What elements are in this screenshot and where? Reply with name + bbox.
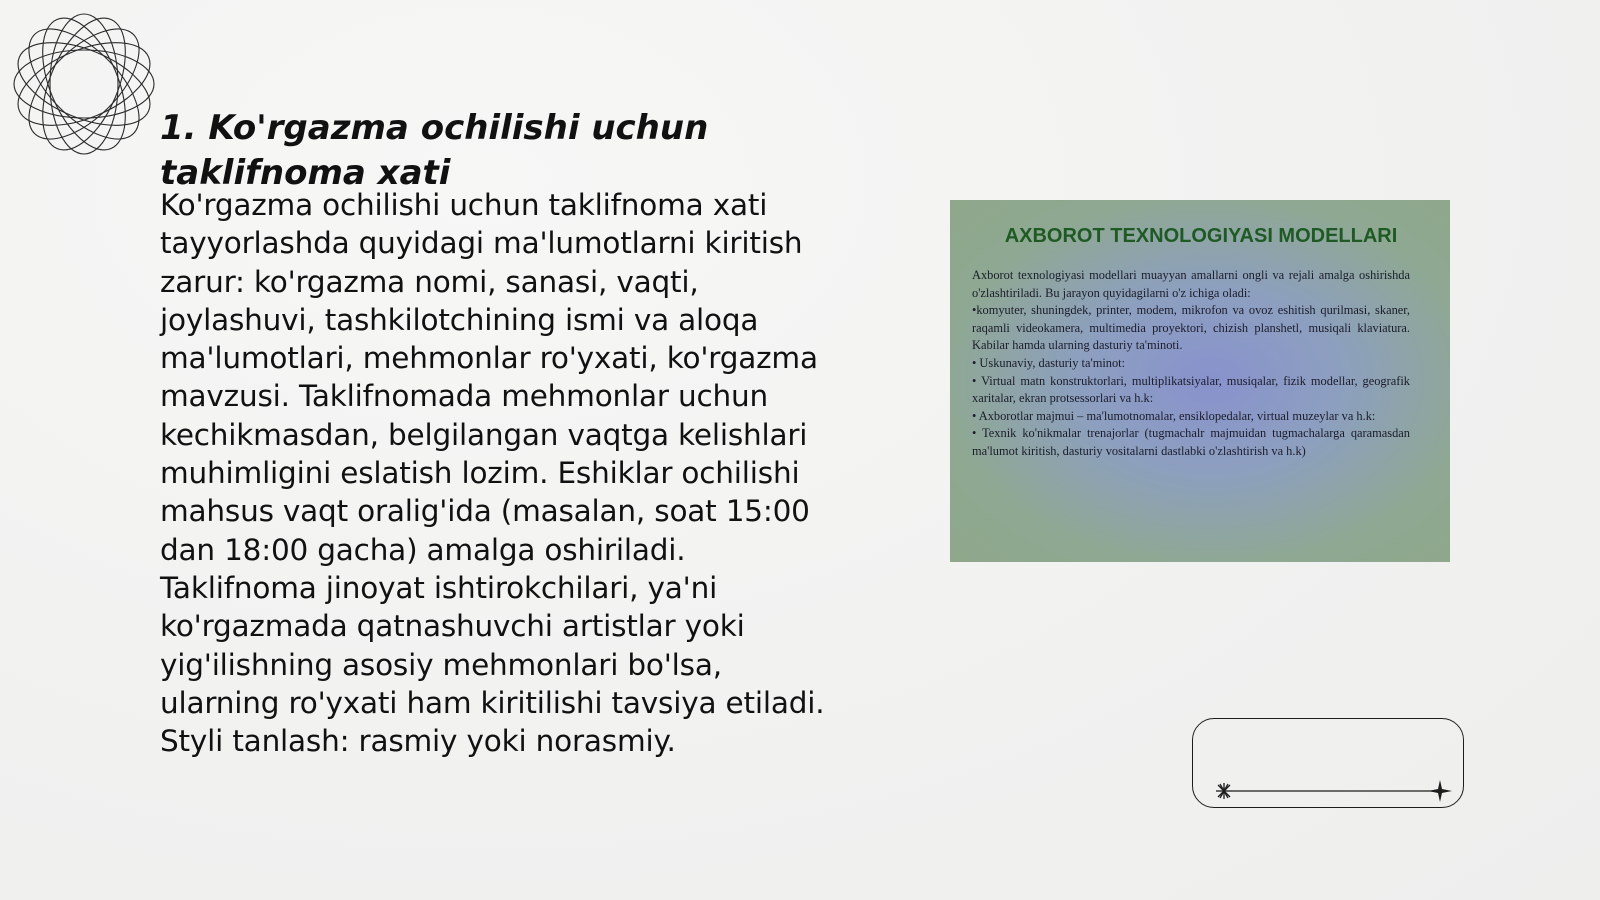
slide-body-text: Ko'rgazma ochilishi uchun taklifnoma xati tayyorlashda quyidagi ma'lumotlarni kiritish zarur: ko'rgazma nomi, sanasi, vaqti, joylashuvi, tashkilotchining ismi va aloqa ma'lumotlari, mehmonlar ro'yxati, ko'rgazma mavzusi. Taklifnomada mehmonlar uchun kechikmasdan, belgilangan vaqtga kelishlari muhimligini eslatish lozim. Eshiklar ochilishi mahsus vaqt oralig'ida (masalan, soat 15:00 dan 18:00 gacha) amalga oshiriladi. Taklifnoma jinoyat ishtirokchilari, ya'ni ko'rgazmada qatnashuvchi artistlar yoki yig'ilishning asosiy mehmonlari bo'lsa, ularning ro'yxati ham kiritilishi tavsiya etiladi. Styli tanlash: rasmiy yoki norasmiy. (160, 188, 825, 759)
sparkle-icon (1428, 780, 1452, 802)
circle-rosette-icon (10, 10, 158, 158)
image-paragraph: •komyuter, shuningdek, printer, modem, mikrofon va ovoz eshitish qurilmasi, skaner, raqamli videokamera, multimedia proyektori, chizish planshetl, musiqali klaviatura. Kabilar hamda ularning dasturiy ta'minoti. (972, 303, 1410, 353)
slide-title: 1. Ko'rgazma ochilishi uchun taklifnoma xati (160, 108, 709, 193)
image-paragraph: • Virtual matn konstruktorlari, multiplikatsiyalar, musiqalar, fizik modellar, geografik xaritalar, ekran protsessorlari va h.k: (972, 373, 1410, 406)
image-paragraph: • Texnik ko'nikmalar trenajorlar (tugmachalr majmuidan tugmachalarga qaramasdan ma'lumot kiritish, dasturiy vositalarni dastlabki o'zlashtirish va h.k) (972, 426, 1410, 458)
decorative-line (1212, 780, 1452, 802)
starburst-icon (1216, 783, 1232, 799)
embedded-image-axborot-texnologiyasi (950, 200, 1450, 562)
image-body (972, 267, 1410, 461)
image-title: AXBOROT TEXNOLOGIYASI MODELLARI (1004, 225, 1398, 247)
image-paragraph: Axborot texnologiyasi modellari muayyan amallarni ongli va rejali amalga oshirishda o'zlashtiriladi. Bu jarayon quyidagilarni o'z ichiga oladi: (972, 268, 1410, 300)
image-paragraph: • Uskunaviy, dasturiy ta'minot: (972, 355, 1126, 370)
image-paragraph: • Axborotlar majmui – ma'lumotnomalar, ensiklopedalar, virtual muzeylar va h.k: (972, 408, 1376, 423)
